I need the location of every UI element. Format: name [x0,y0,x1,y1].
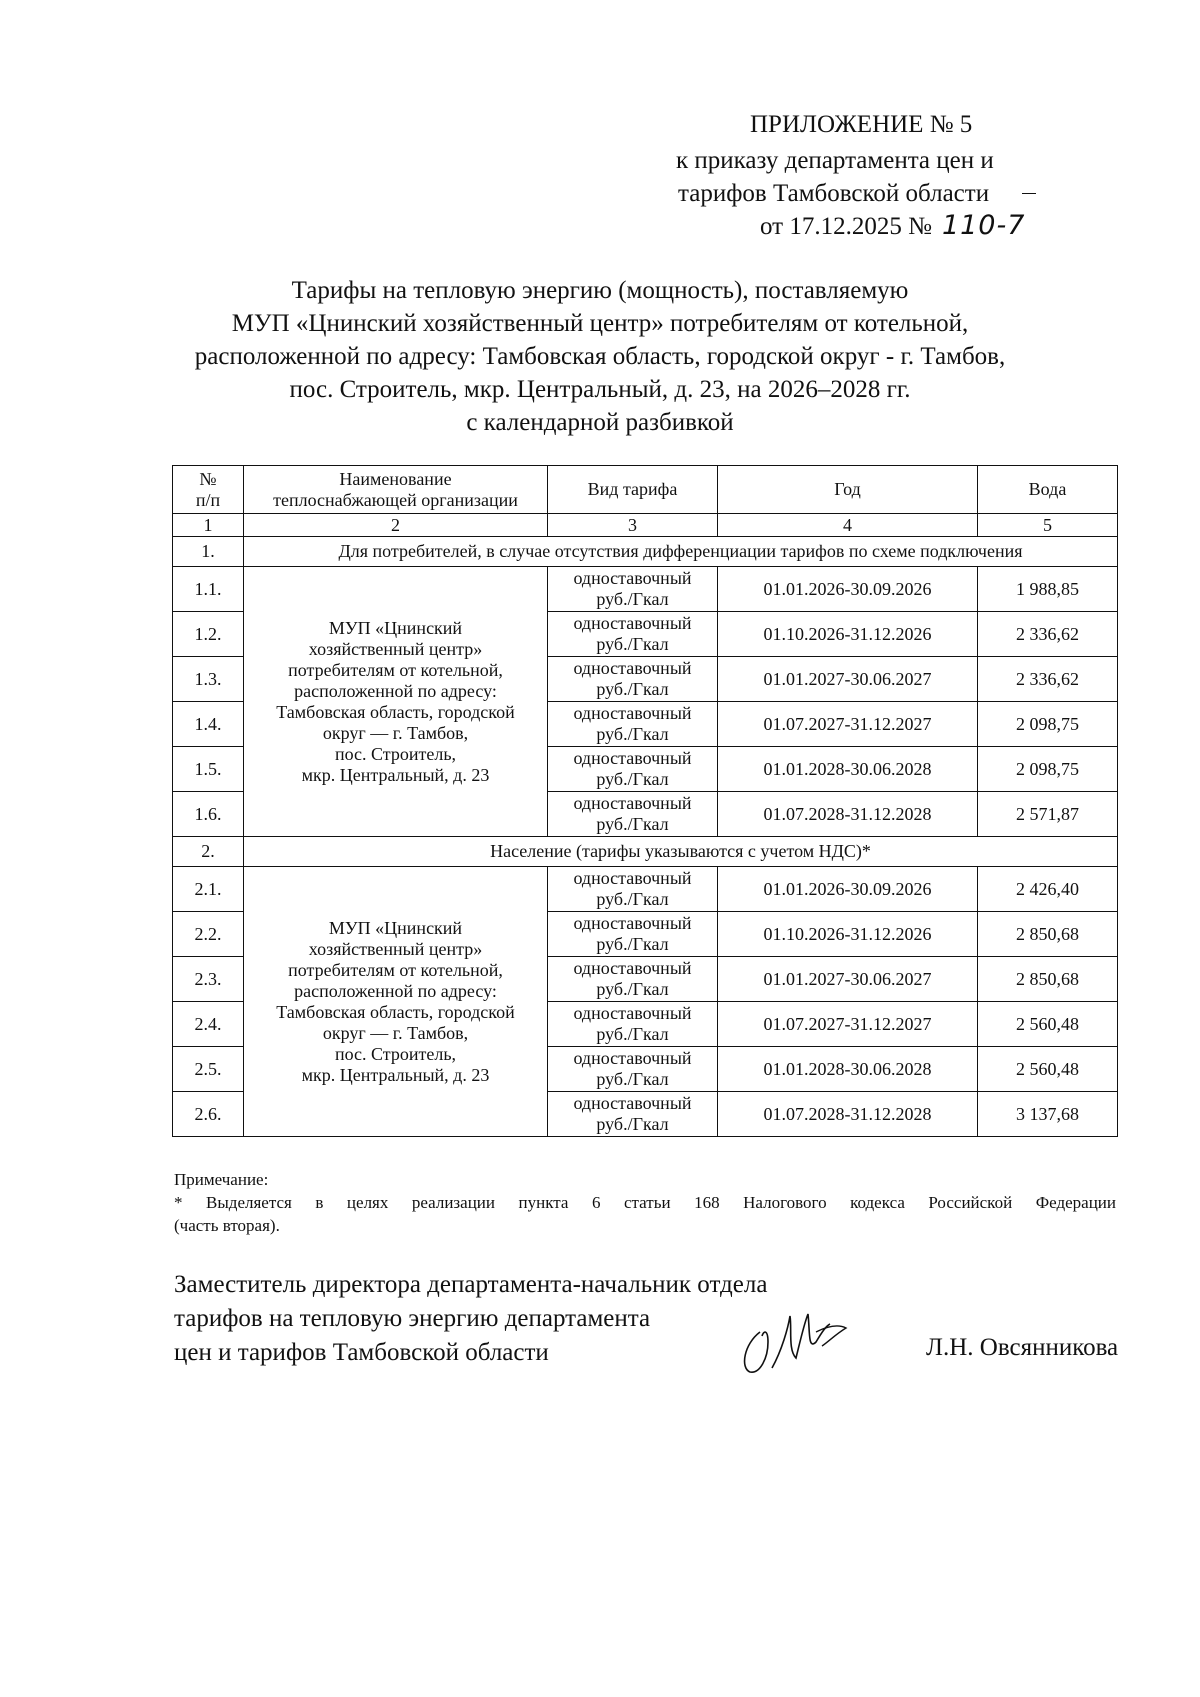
tariff-type-unit: руб./Гкал [596,934,669,954]
tariff-type-unit: руб./Гкал [596,1069,669,1089]
tariff-value: 2 098,75 [978,702,1118,747]
organization-line: расположенной по адресу: [294,680,497,701]
column-number-row [173,514,1118,537]
section-number: 2. [173,837,244,867]
tariff-value: 1 988,85 [978,567,1118,612]
tariff-period: 01.01.2026-30.09.2026 [718,567,978,612]
header-org-name [244,466,548,514]
organization-line: округ — г. Тамбов, [322,1022,469,1043]
row-number: 1.2. [173,612,244,657]
organization-line: потребителям от котельной, [288,959,503,980]
section-number: 1. [173,537,244,567]
column-number: 2 [244,514,548,537]
header-number-line1: № [199,468,217,489]
handwritten-order-number: 110-7 [941,210,1026,241]
tariff-period: 01.07.2028-31.12.2028 [718,792,978,837]
tariff-type-line1: одноставочный [573,568,692,588]
tariff-type-unit: руб./Гкал [596,679,669,699]
row-number: 2.5. [173,1047,244,1092]
table-row [173,867,1118,912]
tariff-value: 2 850,68 [978,957,1118,1002]
tariff-period: 01.01.2027-30.06.2027 [718,957,978,1002]
tariff-type-line1: одноставочный [573,658,692,678]
organization-line: округ — г. Тамбов, [322,722,469,743]
column-number: 4 [718,514,978,537]
section-title: Для потребителей, в случае отсутствия дифференциации тарифов по схеме подключения [244,537,1118,567]
tariff-period: 01.07.2028-31.12.2028 [718,1092,978,1137]
title-line: пос. Строитель, мкр. Центральный, д. 23, на 2026–2028 гг. [289,376,911,403]
tariff-value: 3 137,68 [978,1092,1118,1137]
signer-line: тарифов на тепловую энергию департамента [174,1305,651,1332]
title-line: МУП «Цнинский хозяйственный центр» потребителям от котельной, [231,310,969,337]
tariff-type-unit: руб./Гкал [596,1024,669,1044]
tariff-type [548,747,718,792]
organization-line: мкр. Центральный, д. 23 [301,1064,490,1085]
column-number: 5 [978,514,1118,537]
tariff-value: 2 336,62 [978,657,1118,702]
tariff-value: 2 426,40 [978,867,1118,912]
document-title [150,274,1050,439]
organization-name [244,567,548,837]
tariff-period: 01.01.2028-30.06.2028 [718,747,978,792]
organization-line: МУП «Цнинский [328,617,463,638]
notes-footnote-line2: (часть вторая). [174,1216,280,1235]
title-line: с календарной разбивкой [466,409,734,436]
table-header-row [173,466,1118,514]
appendix-date-line [760,209,1025,244]
handwritten-signature [738,1302,858,1382]
row-number: 1.5. [173,747,244,792]
organization-line: хозяйственный центр» [308,638,483,659]
tariff-type [548,1047,718,1092]
title-line: расположенной по адресу: Тамбовская область, городской округ - г. Тамбов, [194,343,1006,370]
signer-name: Л.Н. Овсянникова [926,1334,1119,1361]
row-number: 2.3. [173,957,244,1002]
header-org-line1: Наименование [339,468,452,489]
tariff-type-unit: руб./Гкал [596,724,669,744]
tariff-type-unit: руб./Гкал [596,814,669,834]
tariff-type-unit: руб./Гкал [596,769,669,789]
organization-line: потребителям от котельной, [288,659,503,680]
row-number: 2.4. [173,1002,244,1047]
tariff-type [548,867,718,912]
column-number: 3 [548,514,718,537]
header-org-line2: теплоснабжающей организации [273,489,518,510]
tariff-type [548,912,718,957]
tariff-type [548,612,718,657]
underline-mark [1022,193,1036,194]
tariff-value: 2 098,75 [978,747,1118,792]
tariff-value: 2 560,48 [978,1002,1118,1047]
tariff-period: 01.07.2027-31.12.2027 [718,1002,978,1047]
tariff-period: 01.10.2026-31.12.2026 [718,912,978,957]
appendix-department-line: тарифов Тамбовской области [678,180,990,207]
signer-line: цен и тарифов Тамбовской области [174,1339,549,1366]
organization-name [244,867,548,1137]
tariff-type-unit: руб./Гкал [596,979,669,999]
tariff-period: 01.07.2027-31.12.2027 [718,702,978,747]
tariff-type-unit: руб./Гкал [596,634,669,654]
row-number: 2.6. [173,1092,244,1137]
section-row [173,837,1118,867]
row-number: 2.2. [173,912,244,957]
signer-line: Заместитель директора департамента-начальник отдела [174,1271,768,1298]
tariff-type-line1: одноставочный [573,1003,692,1023]
tariff-type [548,1092,718,1137]
tariff-value: 2 336,62 [978,612,1118,657]
tariff-table [172,465,1118,1137]
row-number: 1.4. [173,702,244,747]
row-number: 1.3. [173,657,244,702]
tariff-type [548,702,718,747]
tariff-type [548,1002,718,1047]
signer-position [174,1268,767,1370]
tariff-period: 01.01.2026-30.09.2026 [718,867,978,912]
notes-footnote-line1: * Выделяется в целях реализации пункта 6 статьи 168 Налогового кодекса Российской Федерации [174,1193,1116,1212]
header-number [173,466,244,514]
section-title: Население (тарифы указываются с учетом НДС)* [244,837,1118,867]
organization-line: хозяйственный центр» [308,938,483,959]
header-number-line2: п/п [195,489,221,510]
tariff-period: 01.01.2028-30.06.2028 [718,1047,978,1092]
title-line: Тарифы на тепловую энергию (мощность), поставляемую [291,277,909,304]
table-row [173,567,1118,612]
tariff-type-line1: одноставочный [573,703,692,723]
tariff-type-line1: одноставочный [573,793,692,813]
organization-line: Тамбовская область, городской [276,701,515,722]
organization-line: МУП «Цнинский [328,917,463,938]
tariff-type-line1: одноставочный [573,868,692,888]
tariff-type [548,567,718,612]
notes [174,1168,1116,1237]
header-water: Вода [978,466,1118,514]
organization-line: Тамбовская область, городской [276,1001,515,1022]
tariff-period: 01.01.2027-30.06.2027 [718,657,978,702]
tariff-type [548,957,718,1002]
organization-line: мкр. Центральный, д. 23 [301,764,490,785]
appendix-date: от 17.12.2025 № [760,213,932,240]
tariff-type-unit: руб./Гкал [596,889,669,909]
appendix-title: ПРИЛОЖЕНИЕ № 5 [750,111,973,138]
section-row [173,537,1118,567]
tariff-type-unit: руб./Гкал [596,1114,669,1134]
tariff-type-line1: одноставочный [573,1048,692,1068]
tariff-value: 2 850,68 [978,912,1118,957]
header-year: Год [718,466,978,514]
row-number: 2.1. [173,867,244,912]
organization-line: расположенной по адресу: [294,980,497,1001]
tariff-type [548,657,718,702]
header-tariff-type: Вид тарифа [548,466,718,514]
organization-line: пос. Строитель, [334,1043,457,1064]
row-number: 1.1. [173,567,244,612]
tariff-type-unit: руб./Гкал [596,589,669,609]
tariff-value: 2 560,48 [978,1047,1118,1092]
tariff-type-line1: одноставочный [573,958,692,978]
tariff-type-line1: одноставочный [573,1093,692,1113]
notes-label: Примечание: [174,1170,269,1189]
organization-line: пос. Строитель, [334,743,457,764]
row-number: 1.6. [173,792,244,837]
tariff-value: 2 571,87 [978,792,1118,837]
tariff-type-line1: одноставочный [573,913,692,933]
tariff-type-line1: одноставочный [573,748,692,768]
tariff-period: 01.10.2026-31.12.2026 [718,612,978,657]
column-number: 1 [173,514,244,537]
appendix-order-line: к приказу департамента цен и [676,147,994,174]
tariff-type-line1: одноставочный [573,613,692,633]
tariff-type [548,792,718,837]
